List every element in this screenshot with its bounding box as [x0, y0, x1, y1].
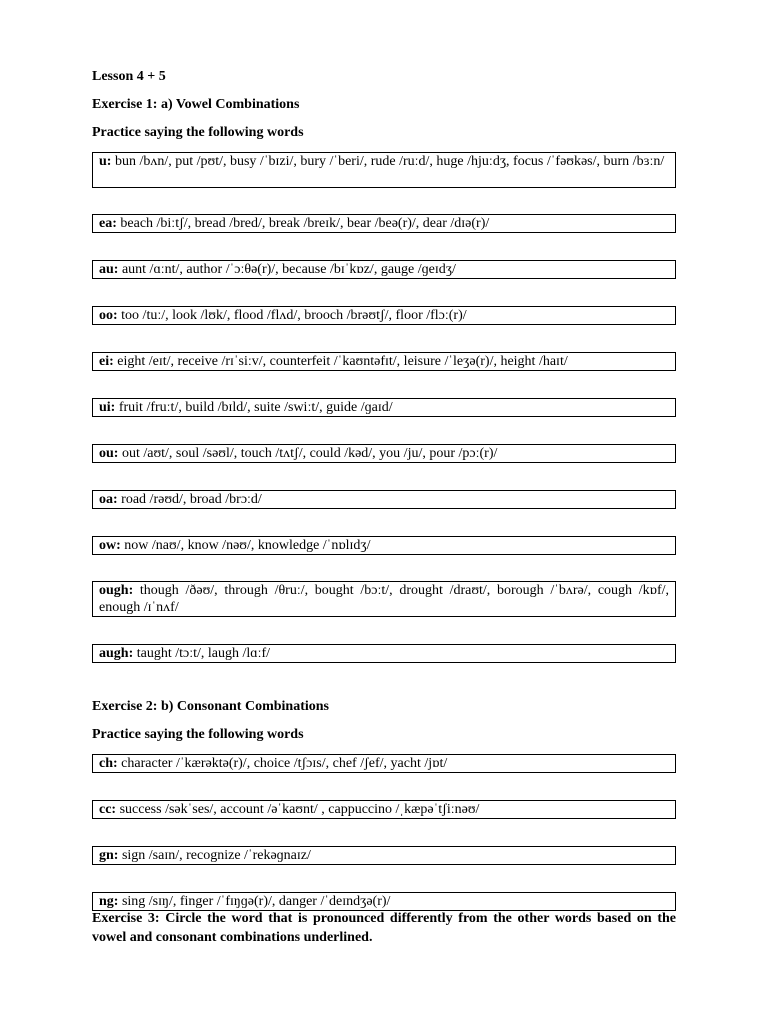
combination-label: ui: — [99, 400, 116, 415]
combination-label: oa: — [99, 492, 118, 507]
vowel-box-augh — [92, 644, 676, 663]
word-list: fruit /fruːt/, build /bɪld/, suite /swiːt/, guide /ɡaɪd/ — [115, 400, 393, 415]
word-list: beach /biːtʃ/, bread /bred/, break /breɪk/, bear /beə(r)/, dear /dɪə(r)/ — [116, 216, 490, 231]
combination-label: cc: — [99, 802, 117, 817]
word-list: bun /bʌn/, put /pʊt/, busy /ˈbɪzi/, bury /ˈberi/, rude /ruːd/, huge /hjuːdʒ, focus /ˈfəʊkəs/, burn /bɜːn/ — [111, 154, 665, 169]
vowel-box-oo — [92, 306, 676, 325]
combination-label: ng: — [99, 894, 119, 909]
vowel-box-ow — [92, 536, 676, 555]
vowel-box-ough — [92, 581, 676, 617]
word-list: sing /sɪŋ/, finger /ˈfɪŋɡə(r)/, danger /ˈdeɪndʒə(r)/ — [118, 894, 391, 909]
combination-label: ough: — [99, 583, 134, 598]
combination-label: ou: — [99, 446, 119, 461]
exercise2-heading: Exercise 2: b) Consonant Combinations — [92, 699, 329, 714]
vowel-box-oa — [92, 490, 676, 509]
word-list: though /ðəʊ/, through /θruː/, bought /bɔːt/, drought /draʊt/, borough /ˈbʌrə/, cough /kɒf/, enough /ɪˈnʌf/ — [99, 583, 669, 615]
combination-label: ow: — [99, 538, 121, 553]
combination-label: ch: — [99, 756, 118, 771]
exercise2-instruction: Practice saying the following words — [92, 727, 304, 742]
consonant-box-ch — [92, 754, 676, 773]
lesson-title: Lesson 4 + 5 — [92, 69, 166, 84]
word-list: too /tuː/, look /lʊk/, flood /flʌd/, brooch /brəʊtʃ/, floor /flɔː(r)/ — [117, 308, 467, 323]
vowel-box-u — [92, 152, 676, 188]
consonant-box-cc — [92, 800, 676, 819]
combination-label: augh: — [99, 646, 134, 661]
word-list: taught /tɔːt/, laugh /lɑːf/ — [133, 646, 271, 661]
vowel-box-ui — [92, 398, 676, 417]
vowel-box-au — [92, 260, 676, 279]
combination-label: ei: — [99, 354, 114, 369]
combination-label: u: — [99, 154, 112, 169]
combination-label: gn: — [99, 848, 119, 863]
word-list: aunt /ɑːnt/, author /ˈɔːθə(r)/, because /bɪˈkɒz/, gauge /ɡeɪdʒ/ — [118, 262, 456, 277]
exercise1-instruction: Practice saying the following words — [92, 125, 304, 140]
word-list: sign /saɪn/, recognize /ˈrekəɡnaɪz/ — [118, 848, 311, 863]
combination-label: oo: — [99, 308, 118, 323]
word-list: out /aʊt/, soul /səʊl/, touch /tʌtʃ/, could /kəd/, you /ju/, pour /pɔː(r)/ — [118, 446, 498, 461]
vowel-box-ei — [92, 352, 676, 371]
consonant-box-gn — [92, 846, 676, 865]
word-list: eight /eɪt/, receive /rɪˈsiːv/, counterfeit /ˈkaʊntəfɪt/, leisure /ˈleʒə(r)/, height /haɪt/ — [113, 354, 568, 369]
word-list: success /səkˈses/, account /əˈkaʊnt/ , cappuccino /ˌkæpəˈtʃiːnəʊ/ — [116, 802, 480, 817]
exercise1-heading: Exercise 1: a) Vowel Combinations — [92, 97, 300, 112]
vowel-box-ou — [92, 444, 676, 463]
vowel-box-ea — [92, 214, 676, 233]
exercise3-heading: Exercise 3: Circle the word that is pronounced differently from the other words based on the vowel and consonant combinations underlined. — [92, 911, 676, 945]
word-list: now /naʊ/, know /nəʊ/, knowledge /ˈnɒlɪdʒ/ — [120, 538, 371, 553]
word-list: road /rəʊd/, broad /brɔːd/ — [117, 492, 262, 507]
word-list: character /ˈkærəktə(r)/, choice /tʃɔɪs/, chef /ʃef/, yacht /jɒt/ — [117, 756, 448, 771]
combination-label: au: — [99, 262, 119, 277]
combination-label: ea: — [99, 216, 117, 231]
